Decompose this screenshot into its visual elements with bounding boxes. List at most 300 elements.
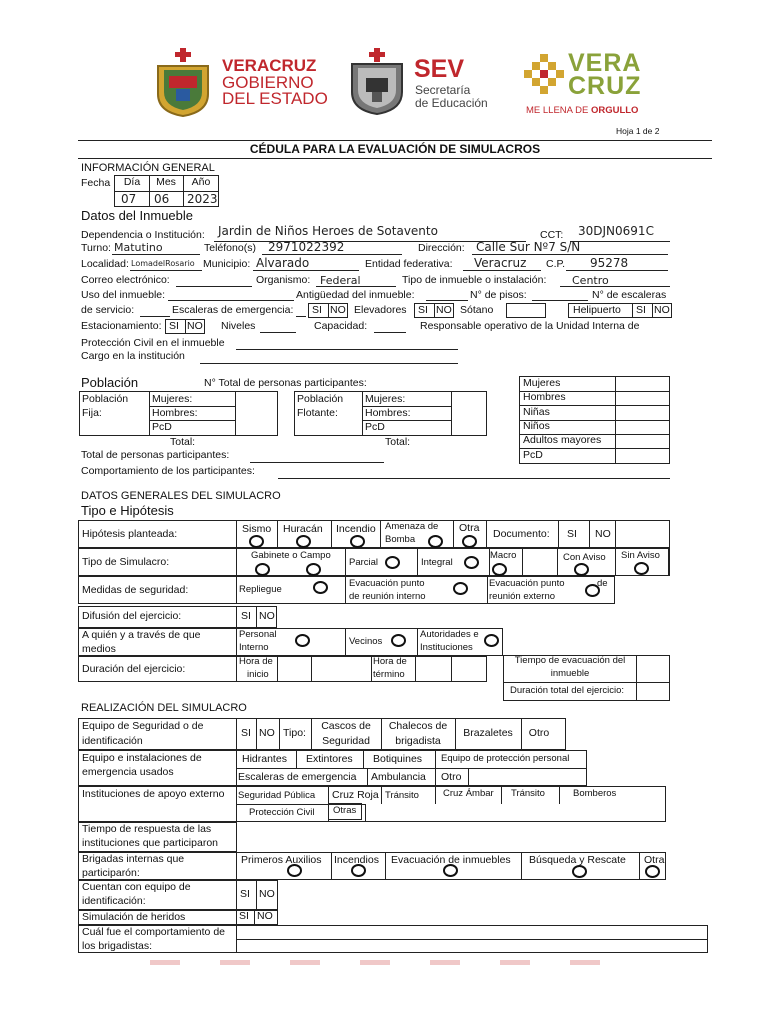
proteccion-personal-label: Equipo de protección personal — [441, 753, 570, 764]
sotano-label: Sótano — [460, 304, 494, 316]
tipo-hipotesis-heading: Tipo e Hipótesis — [81, 503, 174, 518]
right-ninos: Niños — [523, 420, 550, 432]
duracion-row — [78, 656, 487, 682]
heridos-row — [78, 910, 278, 925]
her-col2 — [254, 911, 255, 924]
right-ninas: Niñas — [523, 406, 550, 418]
bri-col4 — [521, 853, 522, 879]
cruz-ambar-label: Cruz Ámbar — [443, 788, 494, 799]
difusion-si[interactable]: SI — [241, 610, 251, 622]
brigadas-otra-circle[interactable] — [645, 865, 660, 878]
cuentan-label2: identificación: — [82, 895, 146, 907]
organismo-label: Organismo: — [256, 274, 311, 286]
servicio-label: de servicio: — [81, 304, 135, 316]
amenaza-label2: Bomba — [385, 534, 416, 545]
flotante-pcd: PcD — [365, 421, 385, 433]
personal-label1: Personal — [239, 629, 277, 640]
evac-ext-label2: reunión externo — [489, 591, 556, 602]
sin-aviso-circle[interactable] — [634, 562, 649, 575]
anio-header: Año — [191, 176, 211, 188]
uso-line — [168, 300, 294, 301]
mes-value[interactable]: 06 — [154, 192, 170, 206]
cct-label: CCT: — [540, 229, 564, 241]
documento-label: Documento: — [493, 528, 550, 540]
seg-publica-label: Seguridad Pública — [238, 790, 316, 801]
est-no[interactable]: NO — [187, 320, 203, 332]
evac-int-label2: de reunión interno — [349, 591, 426, 602]
proteccion-label: Protección Civil en el inmueble — [81, 337, 225, 349]
cual-label2: los brigadistas: — [82, 940, 153, 952]
fija-hombres: Hombres: — [152, 407, 198, 419]
hip-col4 — [380, 521, 381, 547]
evac-int-circle[interactable] — [453, 582, 468, 595]
heridos-si[interactable]: SI — [239, 910, 249, 922]
tiempo-evac-table — [503, 655, 670, 701]
tip-col1 — [236, 549, 237, 575]
autoridades-circle[interactable] — [484, 634, 499, 647]
correo-line — [176, 286, 252, 287]
localidad-line — [130, 270, 202, 271]
title-line-bottom — [78, 158, 712, 159]
dur-col6 — [451, 657, 452, 681]
qui-col1 — [236, 629, 237, 655]
busqueda-label: Búsqueda y Rescate — [529, 854, 626, 866]
veracruz-gov-line1: VERACRUZ — [222, 56, 317, 75]
tiempo-respuesta-row — [78, 822, 237, 852]
personal-circle[interactable] — [295, 634, 310, 647]
hip-col2 — [277, 521, 278, 547]
incendio-label: Incendio — [336, 523, 376, 535]
ins-col5 — [367, 768, 368, 785]
cp-value[interactable]: 95278 — [590, 256, 629, 270]
campo-circle[interactable] — [306, 563, 321, 576]
heli-si[interactable]: SI — [636, 304, 646, 316]
documento-no[interactable]: NO — [595, 528, 611, 540]
amenaza-label1: Amenaza de — [385, 521, 439, 532]
tagline-part1: ME LLENA DE — [526, 105, 591, 116]
evacuacion-label: Evacuación de inmuebles — [391, 854, 511, 866]
estacionamiento-box[interactable] — [165, 319, 205, 334]
veracruz-shield-logo — [154, 48, 212, 118]
fija-col2 — [235, 392, 236, 435]
cp-label: C.P. — [546, 258, 566, 270]
ambulancia-label: Ambulancia — [371, 771, 426, 783]
dur-col1 — [236, 657, 237, 681]
cargo-line — [200, 363, 458, 364]
dur-col4 — [371, 657, 372, 681]
hora-inicio-label2: inicio — [247, 669, 269, 680]
sismo-label: Sismo — [242, 523, 272, 535]
cue-col2 — [256, 881, 257, 909]
est-divider — [185, 320, 186, 333]
poblacion-heading: Población — [81, 375, 139, 390]
veracruz-brand-line1: VERA — [568, 49, 642, 77]
gabinete-circle[interactable] — [255, 563, 270, 576]
ins-col4 — [435, 751, 436, 768]
capacidad-label: Capacidad: — [314, 320, 368, 332]
heli-no[interactable]: NO — [654, 304, 670, 316]
hip-col6 — [486, 521, 487, 547]
hora-termino-label1: Hora de — [373, 656, 407, 667]
pisos-line — [532, 300, 588, 301]
inmueble-heading: Datos del Inmueble — [81, 208, 194, 223]
date-col-line2 — [183, 176, 184, 207]
hip-col5 — [453, 521, 454, 547]
cascos-label1: Cascos de — [321, 720, 371, 732]
date-table — [114, 175, 219, 207]
page-number: Hoja 1 de 2 — [616, 126, 660, 136]
cual-row — [78, 925, 708, 953]
autoridades-label1: Autoridades e — [420, 629, 479, 640]
esc-emerg-label: Escaleras de emergencia: — [172, 304, 294, 316]
direccion-label: Dirección: — [418, 242, 465, 254]
localidad-value[interactable]: LomadelRosario — [131, 259, 195, 268]
bri-col2 — [331, 853, 332, 879]
duracion-total-label: Duración total del ejercicio: — [510, 685, 625, 696]
fija-total: Total: — [170, 436, 196, 448]
instalaciones-label1: Equipo e instalaciones de — [82, 752, 202, 764]
macro-circle[interactable] — [492, 563, 507, 576]
elev-no[interactable]: NO — [436, 304, 452, 316]
incendios-circle[interactable] — [351, 864, 366, 877]
cuentan-si[interactable]: SI — [240, 888, 250, 900]
pisos-label: N° de pisos: — [470, 289, 527, 301]
municipio-label: Municipio: — [203, 258, 251, 270]
flotante-label1: Población — [297, 393, 344, 405]
dependencia-value[interactable]: Jardin de Niños Heroes de Sotavento — [218, 224, 438, 238]
primeros-circle[interactable] — [287, 864, 302, 877]
tiempo-evac-label1: Tiempo de evacuación del — [514, 655, 626, 666]
hipotesis-label: Hipótesis planteada: — [82, 528, 178, 540]
right-hombres: Hombres — [523, 391, 566, 403]
eq-col1 — [236, 719, 237, 749]
personal-label2: Interno — [239, 642, 269, 653]
sin-aviso-label: Sin Aviso — [621, 550, 660, 561]
huracan-label: Huracán — [283, 523, 323, 535]
hidrantes-label: Hidrantes — [242, 753, 287, 765]
elevadores-box[interactable] — [414, 303, 454, 318]
incendios-label: Incendios — [334, 854, 379, 866]
tip-col3 — [417, 549, 418, 575]
tiempo-col — [636, 656, 637, 700]
med-col2 — [345, 577, 346, 603]
difusion-label: Difusión del ejercicio: — [82, 610, 182, 622]
med-col3 — [487, 577, 488, 603]
veracruz-tagline — [526, 106, 638, 116]
niveles-line — [260, 332, 296, 333]
direccion-value[interactable]: Calle Sur Nº7 S/N — [476, 240, 581, 254]
niveles-label: Niveles — [221, 320, 256, 332]
chalecos-label2: brigadista — [395, 735, 441, 747]
cuentan-row — [78, 880, 278, 910]
tip-col7 — [615, 549, 616, 575]
fija-label1: Población — [82, 393, 129, 405]
helipuerto-box[interactable] — [568, 303, 672, 318]
dia-header: Día — [123, 176, 141, 188]
sev-line2: de Educación — [415, 96, 488, 110]
primeros-label: Primeros Auxilios — [241, 854, 322, 866]
repliegue-circle[interactable] — [313, 581, 328, 594]
otra-label: Otra — [459, 522, 480, 534]
elev-si[interactable]: SI — [418, 304, 428, 316]
cue-col1 — [236, 881, 237, 909]
transito2-label: Tránsito — [511, 788, 545, 799]
telefono-label: Teléfono(s) — [204, 242, 256, 254]
flotante-label2: Flotante: — [297, 407, 338, 419]
hip-col1 — [236, 521, 237, 547]
con-aviso-label: Con Aviso — [563, 552, 606, 563]
difusion-row — [78, 606, 277, 628]
cuentan-label1: Cuentan con equipo de — [82, 881, 191, 893]
huracan-circle[interactable] — [296, 535, 311, 548]
bri-col1 — [236, 853, 237, 879]
tipo-inmueble-value[interactable]: Centro — [572, 274, 609, 287]
amenaza-circle[interactable] — [428, 535, 443, 548]
esc-divider — [328, 304, 329, 317]
ins-col2 — [296, 751, 297, 768]
dependencia-label: Dependencia o Institución: — [81, 229, 205, 241]
hora-termino-label2: término — [373, 669, 405, 680]
equipo-otro: Otro — [528, 727, 550, 739]
repliegue-label: Repliegue — [239, 584, 282, 595]
escaleras-emergencia-label: Escaleras de emergencia — [238, 771, 357, 783]
esc-emerg-box[interactable] — [308, 303, 348, 318]
apo-col7 — [365, 804, 366, 821]
ins-col3 — [363, 751, 364, 768]
sev-shield-logo — [348, 48, 406, 116]
quien-row — [78, 628, 503, 656]
hora-inicio-label1: Hora de — [239, 656, 273, 667]
chalecos-label1: Chalecos de — [388, 720, 448, 732]
poblacion-flotante-table — [294, 391, 487, 436]
incendio-circle[interactable] — [350, 535, 365, 548]
municipio-value[interactable]: Alvarado — [256, 256, 310, 270]
localidad-label: Localidad: — [81, 258, 129, 270]
flotante-total: Total: — [385, 436, 411, 448]
difusion-no[interactable]: NO — [259, 610, 275, 622]
evac-ext-label1: Evacuación punto — [489, 578, 565, 589]
helipuerto-label: Helipuerto — [573, 304, 621, 316]
estacionamiento-label: Estacionamiento: — [81, 320, 162, 332]
dur-col5 — [415, 657, 416, 681]
otras-box: Otras — [328, 803, 362, 820]
evacuacion-circle[interactable] — [443, 864, 458, 877]
apo-col4 — [435, 787, 436, 804]
documento-si[interactable]: SI — [567, 528, 577, 540]
turno-line — [112, 254, 200, 255]
esc-emerg-line — [296, 316, 306, 317]
comportamiento-line — [278, 478, 670, 479]
turno-label: Turno: — [81, 242, 111, 254]
tipo-simulacro-label: Tipo de Simulacro: — [82, 556, 170, 568]
realizacion-heading: REALIZACIÓN DEL SIMULACRO — [81, 702, 247, 714]
cruz-roja-label: Cruz Roja — [332, 789, 379, 801]
cargo-label: Cargo en la institución — [81, 350, 185, 362]
right-adultos: Adultos mayores — [523, 434, 602, 446]
brigadas-label1: Brigadas internas que — [82, 853, 185, 865]
tip-col5 — [522, 549, 523, 575]
apoyo-label: Instituciones de apoyo externo — [82, 788, 225, 800]
esc-si[interactable]: SI — [312, 304, 322, 316]
ins-row — [236, 768, 586, 769]
poblacion-right-table — [519, 376, 670, 464]
fecha-label: Fecha — [81, 177, 111, 189]
bomberos-label: Bomberos — [573, 788, 617, 799]
cct-line — [570, 241, 670, 242]
apo-col5 — [501, 787, 502, 804]
parcial-circle[interactable] — [385, 556, 400, 569]
brigadas-otra: Otra — [644, 854, 665, 866]
cual-row-line — [236, 939, 707, 940]
qui-col3 — [417, 629, 418, 655]
bri-col3 — [385, 853, 386, 879]
transito-label: Tránsito — [385, 790, 419, 801]
tip-col6 — [557, 549, 558, 575]
ins-col6 — [435, 768, 436, 785]
mes-header: Mes — [156, 176, 176, 188]
flot-col1 — [362, 392, 363, 435]
instalaciones-label2: emergencia usados — [82, 766, 174, 778]
equipo-no[interactable]: NO — [259, 727, 275, 739]
instalaciones-row — [78, 750, 587, 786]
correo-label: Correo electrónico: — [81, 274, 170, 286]
sev-line1: Secretaría — [415, 83, 471, 97]
tiempo-evac-label2: inmueble — [550, 668, 590, 679]
duracion-label: Duración del ejercicio: — [82, 663, 186, 675]
fija-label2: Fija: — [82, 407, 102, 419]
equipo-label2: identificación — [82, 735, 143, 747]
fija-col1 — [149, 392, 150, 435]
flotante-hombres: Hombres: — [365, 407, 411, 419]
busqueda-circle[interactable] — [572, 865, 587, 878]
medidas-row — [78, 576, 615, 604]
quien-label1: A quién y a través de que — [82, 629, 201, 641]
hip-col8 — [589, 521, 590, 547]
dif-col2 — [256, 607, 257, 627]
equipo-row — [78, 718, 566, 750]
anio-value[interactable]: 2023 — [187, 192, 218, 206]
sotano-box[interactable] — [506, 303, 546, 318]
vecinos-circle[interactable] — [391, 634, 406, 647]
eq-col2 — [256, 719, 257, 749]
equipo-si[interactable]: SI — [241, 727, 251, 739]
flot-col2 — [451, 392, 452, 435]
escaleras-label: N° de escaleras — [592, 289, 667, 301]
heridos-no[interactable]: NO — [257, 910, 273, 922]
qui-col2 — [345, 629, 346, 655]
elevadores-label: Elevadores — [354, 304, 407, 316]
heli-divider1 — [632, 304, 633, 317]
gabinete-label: Gabinete o Campo — [251, 550, 331, 561]
heridos-label: Simulación de heridos — [82, 911, 186, 923]
right-mujeres: Mujeres — [523, 377, 561, 389]
veracruz-gov-line2: GOBIERNO — [222, 73, 314, 92]
flotante-mujeres: Mujeres: — [365, 393, 406, 405]
right-pcd: PcD — [523, 449, 543, 461]
uso-label: Uso del inmueble: — [81, 289, 166, 301]
hip-col9 — [615, 521, 616, 547]
page-title: CÉDULA PARA LA EVALUACIÓN DE SIMULACROS — [249, 142, 541, 156]
est-si[interactable]: SI — [169, 320, 179, 332]
quien-label2: medios — [82, 643, 116, 655]
tagline-part2: ORGULLO — [590, 105, 639, 116]
equipo-label1: Equipo de Seguridad o de — [82, 720, 204, 732]
tip-col8 — [668, 549, 669, 575]
evac-int-label1: Evacuación punto — [349, 578, 425, 589]
poblacion-fija-table — [79, 391, 278, 436]
responsable-label: Responsable operativo de la Unidad Interna de — [420, 320, 640, 332]
her-col1 — [236, 911, 237, 924]
servicio-line — [140, 316, 170, 317]
sev-acronym: SEV — [414, 55, 465, 83]
bri-col5 — [639, 853, 640, 879]
vecinos-label: Vecinos — [349, 636, 383, 647]
tiempo-respuesta-label2: instituciones que participaron — [82, 837, 218, 849]
organismo-value[interactable]: Federal — [320, 274, 361, 287]
proteccion-line — [236, 349, 458, 350]
integral-circle[interactable] — [464, 556, 479, 569]
dur-col3 — [311, 657, 312, 681]
macro-label: Macro — [490, 550, 517, 561]
antiguedad-line — [426, 300, 468, 301]
title-line — [78, 140, 712, 141]
turno-value[interactable]: Matutino — [114, 241, 163, 254]
equipo-tipo: Tipo: — [283, 727, 306, 739]
botiquines-label: Botiquines — [373, 753, 423, 765]
antiguedad-label: Antigüedad del inmueble: — [296, 289, 415, 301]
heli-divider2 — [652, 304, 653, 317]
hip-col3 — [331, 521, 332, 547]
cct-value[interactable]: 30DJN0691C — [578, 224, 654, 238]
info-heading: INFORMACIÓN GENERAL — [81, 162, 215, 174]
otra-circle[interactable] — [462, 535, 477, 548]
telefono-value[interactable]: 2971022392 — [268, 240, 345, 254]
veracruz-brand-line2: CRUZ — [568, 72, 642, 100]
ins-col7 — [468, 768, 469, 785]
total-part-line — [250, 462, 384, 463]
con-aviso-circle[interactable] — [574, 563, 589, 576]
esc-no[interactable]: NO — [330, 304, 346, 316]
brazaletes-label: Brazaletes — [463, 727, 513, 739]
hip-col7 — [558, 521, 559, 547]
apoyo-row — [78, 786, 666, 822]
proteccion-civil-label: Protección Civil — [249, 807, 315, 818]
dia-value[interactable]: 07 — [121, 192, 137, 206]
footer-decoration — [150, 960, 610, 965]
elev-divider — [434, 304, 435, 317]
cuentan-no[interactable]: NO — [259, 888, 275, 900]
tipo-inmueble-label: Tipo de inmueble o instalación: — [402, 274, 547, 286]
instalaciones-otro: Otro — [441, 771, 462, 783]
entidad-label: Entidad federativa: — [365, 258, 453, 270]
tiempo-row — [504, 682, 669, 683]
fija-mujeres: Mujeres: — [152, 393, 193, 405]
entidad-value[interactable]: Veracruz — [474, 256, 527, 270]
tiempo-respuesta-label1: Tiempo de respuesta de las — [82, 823, 212, 835]
cual-label1: Cuál fue el comportamiento de — [82, 926, 225, 938]
total-part-label: Total de personas participantes: — [81, 449, 230, 461]
veracruz-gov-line3: DEL ESTADO — [222, 89, 328, 108]
simulacro-heading: DATOS GENERALES DEL SIMULACRO — [81, 490, 281, 502]
integral-label: Integral — [421, 557, 453, 568]
hipotesis-row — [78, 520, 670, 548]
sismo-circle[interactable] — [249, 535, 264, 548]
veracruz-pattern-logo — [524, 54, 564, 94]
date-col-line1 — [149, 176, 150, 207]
autoridades-label2: Instituciones — [420, 642, 473, 653]
cascos-label2: Seguridad — [322, 735, 370, 747]
evac-ext-circle[interactable] — [585, 584, 600, 597]
